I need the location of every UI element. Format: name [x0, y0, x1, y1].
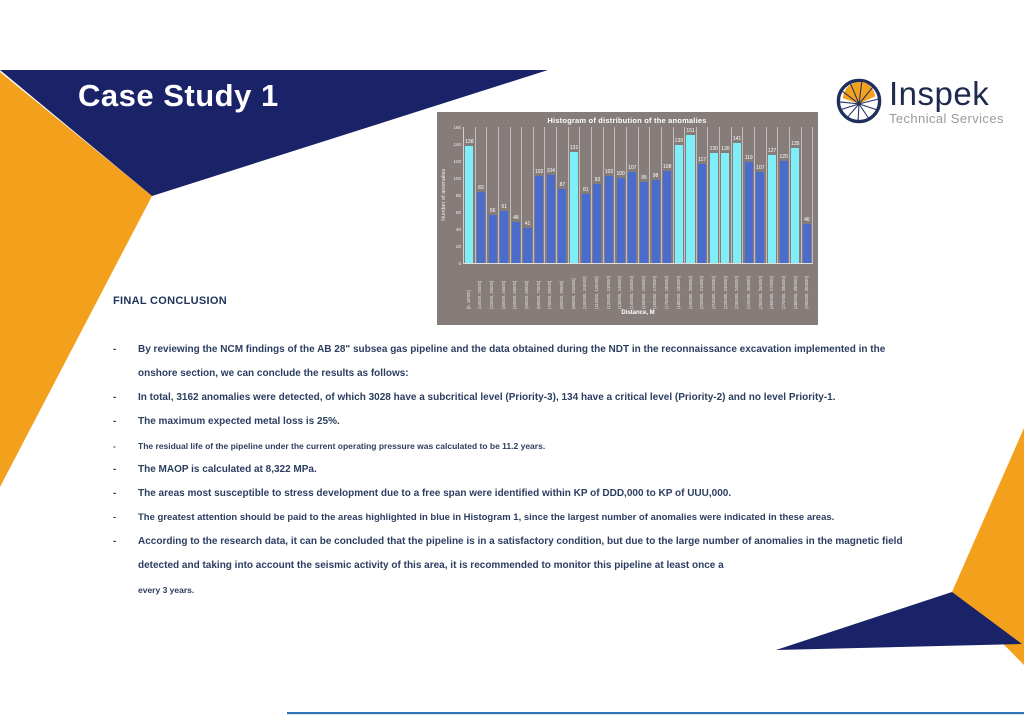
bullet-dash: - [113, 512, 117, 523]
bar-slot [464, 127, 476, 263]
bar [791, 148, 799, 263]
x-tick-label: (120000, 130000] [605, 276, 611, 309]
bar-slot [755, 127, 767, 263]
bullet-dash: - [113, 464, 117, 475]
bar [582, 194, 590, 263]
bar-value-label: 151 [686, 127, 695, 134]
bar [500, 211, 508, 263]
x-tick-label: (150000, 160000] [640, 276, 646, 309]
x-tick-label: (140000, 150000] [629, 276, 635, 309]
company-logo [836, 77, 1004, 125]
x-tick-label: (60000, 70000] [535, 280, 541, 309]
x-tick-label: (90000, 100000] [570, 278, 576, 309]
bullet-item [113, 530, 903, 603]
bar-value-label: 107 [756, 165, 765, 172]
bar-value-label: 48 [513, 215, 519, 222]
bullet-dash: - [113, 344, 117, 355]
bar-value-label: 107 [628, 165, 637, 172]
bar-value-label: 83 [478, 185, 484, 192]
y-tick-label: 20 [455, 243, 461, 249]
bar-slot [697, 127, 709, 263]
bullet-dash: - [113, 441, 116, 451]
bar-value-label: 61 [501, 204, 508, 211]
bar-value-label: 102 [534, 169, 544, 176]
bar-value-label: 127 [767, 148, 777, 155]
bar-value-label: 87 [559, 182, 566, 189]
bar [698, 164, 706, 263]
bullet-text: The residual life of the pipeline under the current operating pressure was calculated to be 11.2 years. [138, 441, 546, 451]
bullet-text: The MAOP is calculated at 8,322 MPa. [138, 464, 317, 475]
bar-value-label: 130 [709, 145, 718, 152]
y-tick-label: 160 [453, 124, 461, 130]
bar [780, 161, 788, 263]
bar [617, 178, 625, 263]
bar-value-label: 104 [546, 167, 555, 174]
bar-slot [743, 127, 755, 263]
bar-value-label: 120 [779, 154, 788, 160]
x-tick-label: (30000, 40000] [500, 280, 506, 309]
x-axis-ticks [463, 265, 813, 309]
bullet-text: The greatest attention should be paid to the areas highlighted in blue in Histogram 1, since the largest number of anomalies were indicated in these areas. [138, 512, 835, 523]
x-tick-label: [0, 10000] [465, 290, 471, 309]
bar-value-label: 93 [594, 176, 601, 183]
bar [756, 172, 764, 263]
bar-slot [708, 127, 720, 263]
bar-value-label: 95 [641, 175, 647, 182]
bar-slot [534, 127, 546, 263]
bar-value-label: 46 [804, 216, 810, 223]
bar-slot [557, 127, 569, 263]
bar [465, 146, 473, 263]
bar-value-label: 135 [791, 141, 800, 148]
bullet-item [113, 434, 903, 458]
logo-name: Inspek [889, 75, 990, 112]
bar-value-label: 130 [721, 145, 730, 152]
bar-slot [476, 127, 488, 263]
bar-slot [685, 127, 697, 263]
bar-value-label: 98 [652, 172, 659, 179]
bar [640, 182, 648, 263]
x-tick-label: (250000, 260000] [757, 276, 763, 309]
section-heading: FINAL CONCLUSION [113, 295, 227, 307]
bar-slot [522, 127, 534, 263]
bar-slot [604, 127, 616, 263]
bar-slot [778, 127, 790, 263]
chart-title: Histogram of distribution of the anomalies [547, 116, 707, 125]
x-tick-label: (130000, 140000] [617, 276, 623, 309]
bar-value-label: 141 [732, 136, 742, 143]
bar-value-label: 102 [604, 169, 614, 176]
bar [489, 215, 497, 263]
y-tick-label: 140 [453, 141, 461, 147]
x-tick-label: (200000, 210000] [699, 276, 705, 309]
bar-slot [592, 127, 604, 263]
y-axis-label: Number of anomalies [441, 168, 447, 222]
bar-value-label: 100 [616, 171, 625, 177]
histogram-chart [437, 112, 818, 325]
bar-slot [662, 127, 674, 263]
bar-slot [767, 127, 779, 263]
bottom-accent-line [287, 712, 1024, 714]
x-tick-label: (270000, 280000] [780, 276, 786, 309]
bar-slot [790, 127, 802, 263]
bar [477, 192, 485, 263]
bar-slot [615, 127, 627, 263]
x-tick-label: (50000, 60000] [524, 280, 530, 309]
x-tick-label: (180000, 190000] [675, 276, 681, 309]
bar-value-label: 119 [744, 154, 753, 161]
bar-slot [487, 127, 499, 263]
bar [558, 189, 566, 263]
bar [512, 222, 520, 263]
slide-title: Case Study 1 [78, 78, 279, 113]
bar-value-label: 117 [698, 156, 707, 163]
x-tick-label: (220000, 230000] [722, 276, 728, 309]
y-tick-label: 60 [455, 209, 461, 215]
bullet-text: According to the research data, it can be concluded that the pipeline is in a satisfactory condition, but due to the large number of anomalies in the magnetic field detected and taking into account the seismic activity of this area, it is recommended to monitor this pipeline at least once a every 3 years. [138, 536, 903, 595]
bar-slot [499, 127, 511, 263]
bar-value-label: 41 [524, 221, 531, 228]
bullet-tail: every 3 years. [138, 585, 195, 595]
x-tick-label: (70000, 80000] [547, 280, 553, 309]
bullet-dash: - [113, 488, 117, 499]
bar [547, 175, 555, 263]
bar [593, 184, 601, 263]
x-tick-label: (240000, 250000] [745, 276, 751, 309]
bar-slot [639, 127, 651, 263]
bar-slot [674, 127, 686, 263]
bullet-item [113, 506, 903, 530]
x-tick-label: (230000, 240000] [734, 276, 740, 309]
y-tick-label: 40 [455, 226, 461, 232]
bar [733, 143, 741, 263]
x-tick-label: (210000, 220000] [710, 276, 716, 309]
x-tick-label: (190000, 200000] [687, 276, 693, 309]
x-tick-label: (100000, 110000] [582, 276, 588, 309]
bar-slot [720, 127, 732, 263]
bar-value-label: 139 [674, 137, 684, 144]
x-axis-label: Distance, M [621, 310, 655, 316]
bar [628, 172, 636, 263]
x-tick-label: (10000, 20000] [477, 280, 483, 309]
bar-slot [545, 127, 557, 263]
y-tick-label: 80 [455, 192, 461, 198]
bullet-dash: - [113, 416, 117, 427]
y-tick-label: 120 [453, 158, 461, 164]
x-tick-label: (290000, 300000] [804, 276, 810, 309]
x-tick-label: (170000, 180000] [664, 276, 670, 309]
bar-value-label: 138 [465, 138, 474, 145]
bar [535, 176, 543, 263]
bar-value-label: 81 [582, 187, 589, 194]
bullet-text: In total, 3162 anomalies were detected, of which 3028 have a subcritical level (Priority-3), 134 have a critical level (Priority-2) and no level Priority-1. [138, 392, 836, 403]
y-axis-ticks [450, 124, 463, 266]
bar [570, 152, 578, 263]
bar-slot [569, 127, 581, 263]
bar-slot [802, 127, 814, 263]
y-tick-label: 0 [458, 260, 461, 266]
bar-value-label: 131 [569, 144, 579, 151]
x-tick-label: (110000, 120000] [594, 276, 600, 309]
bullet-item [113, 458, 903, 482]
bar-slot [511, 127, 523, 263]
bar-slot [580, 127, 592, 263]
bar [675, 145, 683, 263]
bar-slot [627, 127, 639, 263]
bar [803, 224, 811, 263]
logo-subtitle: Technical Services [889, 111, 1004, 126]
bullet-dash: - [113, 392, 117, 403]
bullet-text: The maximum expected metal loss is 25%. [138, 416, 340, 427]
bar [721, 153, 729, 264]
bar-value-label: 108 [663, 164, 672, 171]
bar [523, 228, 531, 263]
x-tick-label: (80000, 90000] [559, 280, 565, 309]
bar [663, 171, 671, 263]
x-tick-label: (40000, 50000] [512, 280, 518, 309]
bar-slot [650, 127, 662, 263]
logo-sun-icon [836, 78, 882, 124]
plot-area [463, 127, 813, 264]
bar [686, 135, 694, 263]
conclusion-bullet-list [113, 338, 903, 603]
bar [768, 155, 776, 263]
bar [652, 180, 660, 263]
bar-slot [732, 127, 744, 263]
bullet-text: By reviewing the NCM findings of the AB 28" subsea gas pipeline and the data obtained during the NDT in the reconnaissance excavation implemented in the onshore section, we can conclude the results as follows: [138, 344, 886, 379]
bar [745, 162, 753, 263]
x-tick-label: (160000, 170000] [652, 276, 658, 309]
bullet-dash: - [113, 536, 117, 547]
x-tick-label: (260000, 270000] [769, 276, 775, 309]
bullet-item [113, 386, 903, 410]
bar-value-label: 56 [489, 208, 496, 215]
bullet-item [113, 482, 903, 506]
x-tick-label: (280000, 290000] [792, 276, 798, 309]
bullet-item [113, 410, 903, 434]
bar [605, 176, 613, 263]
bar [710, 153, 718, 264]
x-tick-label: (20000, 30000] [489, 280, 495, 309]
bullet-text: The areas most susceptible to stress development due to a free span were identified within KP of DDD,000 to KP of UUU,000. [138, 488, 732, 499]
bullet-item [113, 338, 903, 386]
y-tick-label: 100 [453, 175, 461, 181]
